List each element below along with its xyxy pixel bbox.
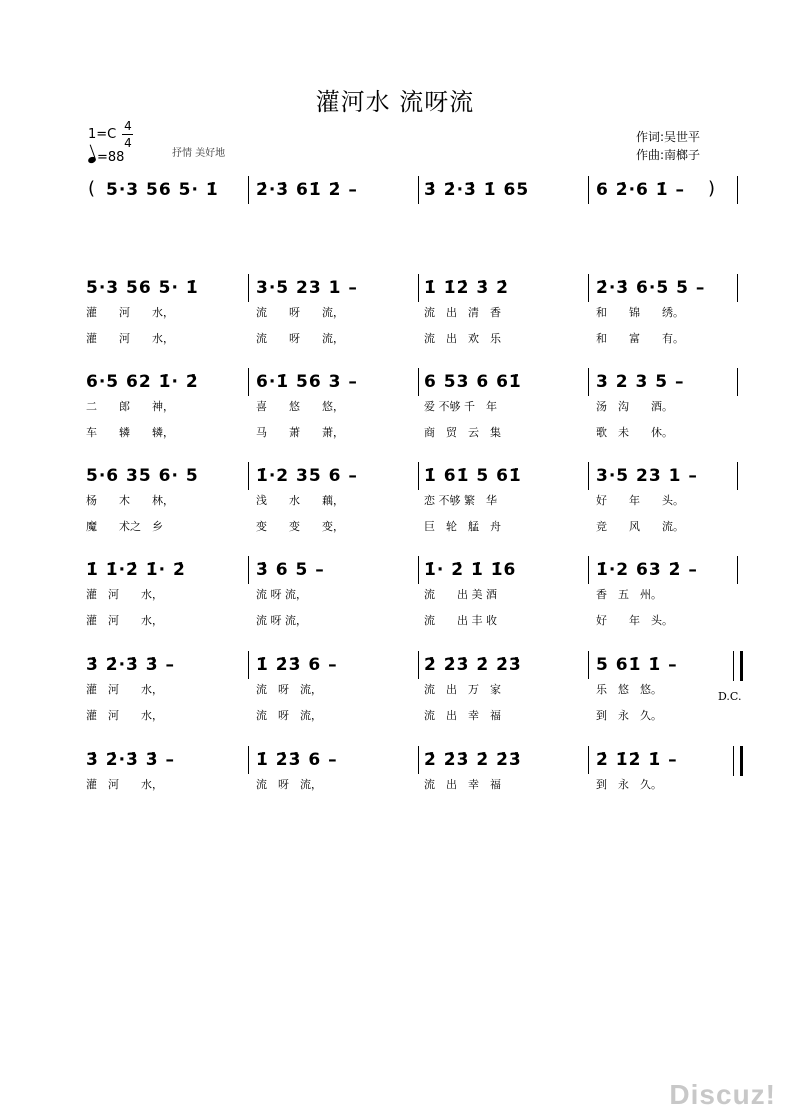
measure-notes: 3̇ 2̇·3̇ 3̇ –	[86, 750, 176, 770]
lyricist-credit: 作词:吴世平	[636, 130, 701, 144]
song-title: 灌河水 流呀流	[315, 88, 475, 116]
da-capo-marking: D.C.	[718, 690, 742, 703]
measure-notes: 3 2 3 5 –	[596, 372, 685, 392]
barline	[248, 176, 249, 204]
lyric-verse-2: 灌 河 水，	[86, 614, 163, 627]
barline	[588, 274, 589, 302]
tempo-marking	[88, 150, 124, 165]
lyric-verse-1: 乐 悠 悠。	[596, 683, 662, 696]
lyric-verse-2: 流 呀 流，	[256, 709, 322, 722]
time-signature-bar	[122, 134, 133, 135]
barline	[418, 746, 419, 774]
intro-close-paren: )	[708, 178, 716, 199]
barline	[418, 176, 419, 204]
measure-notes: 2̇ 2̇3̇ 2̇ 2̇3̇	[424, 750, 522, 770]
time-signature-bottom: 4	[124, 136, 132, 150]
measure-notes: 2̇·3̇ 6·5 5 –	[596, 278, 706, 298]
measure-notes: 6·5 62 1̇· 2̇	[86, 372, 199, 392]
lyric-verse-1: 恋 不够 繁 华	[424, 494, 497, 507]
measure-notes: 2̇ 2̇3̇ 2̇ 2̇3̇	[424, 655, 522, 675]
intro-measure-1: 5·3 56 5· 1̇	[106, 180, 219, 200]
time-signature	[122, 119, 134, 150]
lyric-verse-1: 灌 河 水，	[86, 588, 163, 601]
barline	[248, 556, 249, 584]
barline	[737, 274, 738, 302]
barline	[737, 176, 738, 204]
barline	[737, 368, 738, 396]
barline	[418, 274, 419, 302]
barline	[248, 368, 249, 396]
barline	[418, 556, 419, 584]
measure-notes: 6·1̇ 56 3 –	[256, 372, 358, 392]
measure-notes: 1̇· 2̇ 1̇ 1̇6	[424, 560, 517, 580]
lyric-verse-2: 好 年 头。	[596, 614, 673, 627]
barline	[588, 746, 589, 774]
measure-notes: 5·3 56 5· 1̇	[86, 278, 199, 298]
measure-notes: 1̇·2 63 2̇ –	[596, 560, 698, 580]
composer-credit: 作曲:南榔子	[636, 148, 701, 162]
lyric-verse-1: 流 呀 流，	[256, 778, 322, 791]
measure-notes: 5 61̇ 1̇ –	[596, 655, 678, 675]
barline	[248, 651, 249, 679]
barline	[588, 556, 589, 584]
tempo-value: =88	[97, 150, 125, 165]
lyric-verse-1: 灌 河 水，	[86, 683, 163, 696]
lyric-verse-2: 变 变 变，	[256, 520, 344, 533]
barline	[737, 462, 738, 490]
lyric-verse-1: 到 永 久。	[596, 778, 662, 791]
measure-notes: 1̇ 2̇3̇ 6 –	[256, 655, 338, 675]
lyric-verse-2: 灌 河 水，	[86, 709, 163, 722]
lyric-verse-2: 巨 轮 艋 舟	[424, 520, 501, 533]
intro-measure-3: 3̇ 2̇·3̇ 1̇ 65	[424, 180, 530, 200]
barline	[248, 462, 249, 490]
lyric-verse-2: 魔 术之 乡	[86, 520, 163, 533]
measure-notes: 3·5 23 1 –	[596, 466, 698, 486]
lyric-verse-2: 商 贸 云 集	[424, 426, 501, 439]
barline	[248, 274, 249, 302]
lyric-verse-1: 杨 木 林，	[86, 494, 174, 507]
lyric-verse-1: 好 年 头。	[596, 494, 684, 507]
key-signature: 1=C	[88, 127, 117, 142]
lyric-verse-1: 香 五 州。	[596, 588, 662, 601]
lyric-verse-1: 流 出 万 家	[424, 683, 501, 696]
lyric-verse-2: 和 富 有。	[596, 332, 684, 345]
measure-notes: 6 53 6 61̇	[424, 372, 522, 392]
barline	[248, 746, 249, 774]
lyric-verse-1: 和 锦 绣。	[596, 306, 684, 319]
expression-marking: 抒情 美好地	[172, 148, 226, 159]
barline	[588, 176, 589, 204]
lyric-verse-2: 到 永 久。	[596, 709, 662, 722]
barline	[588, 368, 589, 396]
lyric-verse-1: 浅 水 藕，	[256, 494, 344, 507]
lyric-verse-1: 流 出 清 香	[424, 306, 501, 319]
measure-notes: 1̇·2 35 6 –	[256, 466, 358, 486]
final-barline	[733, 746, 743, 776]
lyric-verse-1: 流 出 幸 福	[424, 778, 501, 791]
lyric-verse-1: 流 出 美 酒	[424, 588, 497, 601]
barline	[588, 462, 589, 490]
lyric-verse-1: 喜 悠 悠，	[256, 400, 344, 413]
barline	[418, 651, 419, 679]
lyric-verse-1: 二 郎 神，	[86, 400, 174, 413]
intro-measure-4: 6 2̇·6 1̇ –	[596, 180, 686, 200]
measure-notes: 1̇ 1̇2̇ 3̇ 2̇	[424, 278, 509, 298]
measure-notes: 3·5 23 1 –	[256, 278, 358, 298]
lyric-verse-2: 流 出 丰 收	[424, 614, 497, 627]
quarter-note-icon	[87, 156, 97, 164]
lyric-verse-1: 流 呀 流，	[256, 588, 307, 601]
measure-notes: 2̇ 1̇2̇ 1̇ –	[596, 750, 678, 770]
barline	[418, 368, 419, 396]
lyric-verse-2: 流 呀 流，	[256, 332, 344, 345]
lyric-verse-2: 车 辚 辚，	[86, 426, 174, 439]
lyric-verse-1: 流 呀 流，	[256, 306, 344, 319]
lyric-verse-1: 汤 沟 酒。	[596, 400, 673, 413]
measure-notes: 1̇ 61̇ 5 61̇	[424, 466, 522, 486]
intro-open-paren: (	[88, 178, 96, 199]
lyric-verse-2: 流 呀 流，	[256, 614, 307, 627]
lyric-verse-2: 竞 风 流。	[596, 520, 684, 533]
barline	[588, 651, 589, 679]
lyric-verse-2: 马 萧 萧，	[256, 426, 344, 439]
lyric-verse-2: 灌 河 水，	[86, 332, 174, 345]
time-signature-top: 4	[124, 119, 132, 133]
barline	[737, 556, 738, 584]
barline	[418, 462, 419, 490]
final-barline	[733, 651, 743, 681]
measure-notes: 1̇ 1̇·2̇ 1̇· 2̇	[86, 560, 186, 580]
measure-notes: 5·6 35 6· 5	[86, 466, 199, 486]
lyric-verse-2: 流 出 欢 乐	[424, 332, 501, 345]
watermark: Discuz!	[669, 1079, 776, 1110]
lyric-verse-1: 灌 河 水，	[86, 778, 163, 791]
measure-notes: 1̇ 2̇3̇ 6 –	[256, 750, 338, 770]
measure-notes: 3̇ 2̇·3̇ 3̇ –	[86, 655, 176, 675]
intro-measure-2: 2̇·3̇ 61̇ 2̇ –	[256, 180, 358, 200]
measure-notes: 3̇ 6 5 –	[256, 560, 325, 580]
lyric-verse-1: 灌 河 水，	[86, 306, 174, 319]
lyric-verse-1: 爱 不够 千 年	[424, 400, 497, 413]
lyric-verse-1: 流 呀 流，	[256, 683, 322, 696]
lyric-verse-2: 流 出 幸 福	[424, 709, 501, 722]
lyric-verse-2: 歌 未 休。	[596, 426, 673, 439]
